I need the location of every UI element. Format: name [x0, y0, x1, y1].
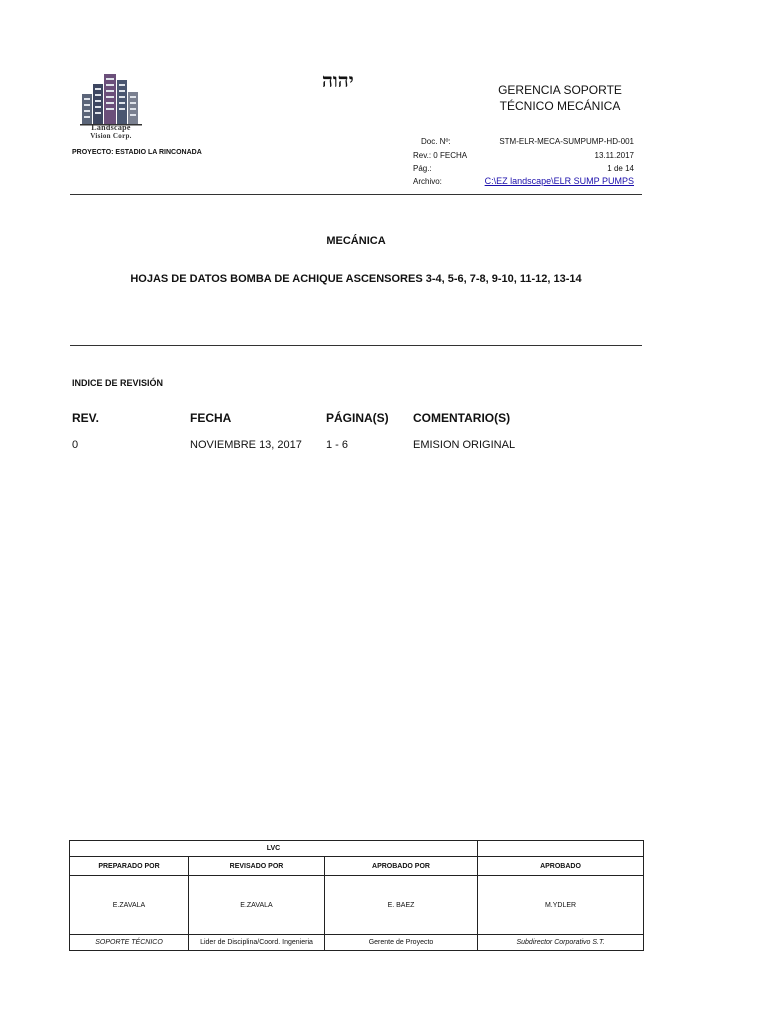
revision-index-heading: INDICE DE REVISIÓN — [72, 378, 164, 388]
revision-cell-date: NOVIEMBRE 13, 2017 — [190, 439, 302, 451]
signature-name-row — [70, 876, 644, 935]
doc-number-label: Doc. Nº: — [421, 137, 451, 146]
title-divider — [70, 345, 642, 346]
col-header-rev: REV. — [72, 411, 99, 425]
revision-cell-pages: 1 - 6 — [326, 439, 349, 451]
signature-role-row — [70, 935, 644, 951]
revision-date-value: 13.11.2017 — [594, 151, 634, 160]
page-label: Pág.: — [413, 164, 432, 173]
logo-line-1: Landscape — [91, 123, 131, 132]
header-divider — [70, 194, 642, 195]
col-header-comments: COMENTARIO(S) — [413, 411, 511, 425]
name-approved-final: M.YDLER — [478, 876, 644, 935]
name-reviewed: E.ZAVALA — [189, 876, 325, 935]
logo-line-2: Vision Corp. — [90, 132, 132, 140]
name-approved: E. BAEZ — [325, 876, 478, 935]
col-header-pages: PÁGINA(S) — [326, 411, 389, 425]
doc-number-value: STM-ELR-MECA-SUMPUMP-HD-001 — [499, 137, 634, 146]
caption-approved: APROBADO POR — [325, 857, 478, 876]
discipline-title: MECÁNICA — [326, 235, 386, 247]
revision-date-label: Rev.: 0 FECHA — [413, 151, 468, 160]
caption-prepared: PREPARADO POR — [70, 857, 189, 876]
revision-cell-comment: EMISION ORIGINAL — [413, 439, 516, 451]
name-prepared: E.ZAVALA — [70, 876, 189, 935]
role-approved: Gerente de Proyecto — [325, 935, 478, 951]
signature-table — [69, 840, 644, 951]
caption-approved-final: APROBADO — [478, 857, 644, 876]
archive-label: Archivo: — [413, 177, 442, 186]
company-department — [490, 82, 630, 114]
signature-empty-cell — [478, 841, 644, 857]
role-prepared: SOPORTE TÉCNICO — [70, 935, 189, 951]
signature-company: LVC — [70, 841, 478, 857]
company-line-2: TÉCNICO MECÁNICA — [499, 99, 621, 113]
role-approved-final: Subdirector Corporativo S.T. — [478, 935, 644, 951]
logo-wordmark — [78, 124, 144, 140]
page-value: 1 de 14 — [607, 164, 634, 173]
revision-cell-rev: 0 — [72, 439, 79, 451]
company-line-1: GERENCIA SOPORTE — [498, 83, 622, 97]
archive-path-link[interactable]: C:\EZ landscape\ELR SUMP PUMPS — [484, 176, 634, 186]
col-header-date: FECHA — [190, 411, 232, 425]
signature-company-row — [70, 841, 644, 857]
role-reviewed: Lider de Disciplina/Coord. Ingenieria — [189, 935, 325, 951]
signature-caption-row — [70, 857, 644, 876]
project-name: PROYECTO: ESTADIO LA RINCONADA — [72, 149, 202, 156]
caption-reviewed: REVISADO POR — [189, 857, 325, 876]
document-title: HOJAS DE DATOS BOMBA DE ACHIQUE ASCENSORES 3-4, 5-6, 7-8, 9-10, 11-12, 13-14 — [130, 273, 582, 285]
hebrew-heading: יהוה — [322, 70, 354, 92]
